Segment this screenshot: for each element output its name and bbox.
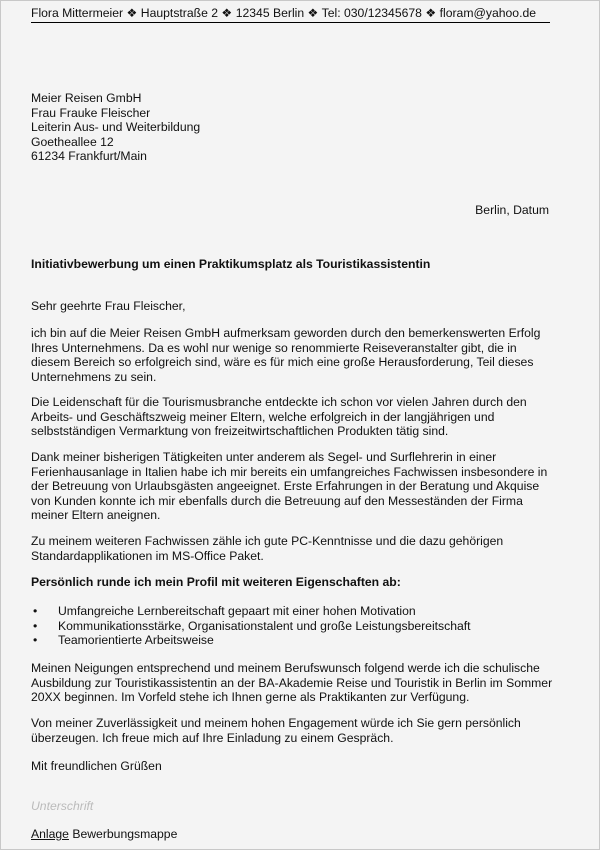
text-line: Standardapplikationen im MS-Office Paket. xyxy=(31,548,264,563)
text-line: Ihres Unternehmens. Da es wohl nur wenige so renommierte Reiseveranstalter gibt, die in xyxy=(31,340,517,355)
address-line: Goetheallee 12 xyxy=(31,134,114,149)
text-line: Zu meinem weiteren Fachwissen zähle ich gute PC-Kenntnisse und die dazu gehörigen xyxy=(31,534,504,548)
text-line: von Kunden konnte ich mir ebenfalls durch die Betreuung auf den Messeständen der Firma xyxy=(31,493,523,508)
text-line: ich bin auf die Meier Reisen GmbH aufmerksam geworden durch den bemerkenswerten Erfolg xyxy=(31,326,541,340)
text-line: Ferienhausanlage in Italien habe ich mir bereits ein umfangreiches Fachwissen insbesondere in xyxy=(31,464,548,479)
text-line: Meinen Neigungen entsprechend und meinem Berufswunsch folgend werde ich die schulische xyxy=(31,661,540,675)
signature-placeholder: Unterschrift xyxy=(31,799,94,813)
text-line: der Betreuung von Urlaubsgästen angeeignet. Erste Erfahrungen in der Beratung und Akquise xyxy=(31,479,540,493)
text-line: Die Leidenschaft für die Tourismusbranche entdeckte ich schon vor vielen Jahren durch den xyxy=(31,395,527,409)
recipient-address xyxy=(31,91,200,164)
paragraph-3 xyxy=(31,450,547,523)
sender-header: Flora Mittermeier ❖ Hauptstraße 2 ❖ 12345 Berlin ❖ Tel: 030/12345678 ❖ floram@yahoo.de xyxy=(31,6,550,23)
paragraph-6 xyxy=(31,716,521,745)
address-line: Leiterin Aus- und Weiterbildung xyxy=(31,120,201,134)
text-line: Ausbildung zur Touristikassistentin an der BA-Akademie Reise und Touristik in Berlin im Sommer xyxy=(31,675,553,690)
bullet-list xyxy=(31,604,471,648)
list-item: • Umfangreiche Lernbereitschaft gepaart mit einer hohen Motivation xyxy=(31,604,471,619)
subject-line: Initiativbewerbung um einen Praktikumsplatz als Touristikassistentin xyxy=(31,257,431,271)
list-item: • Teamorientierte Arbeitsweise xyxy=(31,633,471,648)
address-line: Frau Frauke Fleischer xyxy=(31,105,151,120)
text-line: Von meiner Zuverlässigkeit und meinem hohen Engagement würde ich Sie gern persönlich xyxy=(31,716,521,730)
profile-heading: Persönlich runde ich mein Profil mit weiteren Eigenschaften ab: xyxy=(31,575,401,589)
text-line: Dank meiner bisherigen Tätigkeiten unter anderem als Segel- und Surflehrerin in einer xyxy=(31,450,497,464)
salutation: Sehr geehrte Frau Fleischer, xyxy=(31,299,186,313)
paragraph-5 xyxy=(31,661,552,705)
paragraph-2 xyxy=(31,395,527,439)
text-line: überzeugen. Ich freue mich auf Ihre Einladung zu einem Gespräch. xyxy=(31,730,394,745)
enclosure-text: Bewerbungsmappe xyxy=(72,827,178,841)
paragraph-1 xyxy=(31,326,540,384)
list-item: • Kommunikationsstärke, Organisationstalent und große Leistungsbereitschaft xyxy=(31,619,471,634)
text-line: selbstständigen Vermarktung von freizeitwirtschaftlichen Produkten tätig sind. xyxy=(31,424,449,438)
text-line: Unternehmens zu sein. xyxy=(31,369,157,384)
paragraph-4 xyxy=(31,534,503,563)
text-line: Arbeits- und Geschäftszweig meiner Eltern, welche erfolgreich in der langjährigen und xyxy=(31,409,495,424)
enclosure-label: Anlage xyxy=(31,827,69,841)
closing: Mit freundlichen Grüßen xyxy=(31,759,162,773)
text-line: 20XX beginnen. Im Vorfeld stehe ich Ihnen gerne als Praktikanten zur Verfügung. xyxy=(31,690,470,704)
address-line: Meier Reisen GmbH xyxy=(31,91,142,105)
place-date: Berlin, Datum xyxy=(475,203,549,217)
enclosure xyxy=(31,827,177,842)
text-line: meiner Eltern aneignen. xyxy=(31,508,161,522)
address-line: 61234 Frankfurt/Main xyxy=(31,149,147,163)
text-line: diesem Bereich so erfolgreich sind, wäre es für mich eine große Herausforderung, Teil dieses xyxy=(31,355,534,369)
